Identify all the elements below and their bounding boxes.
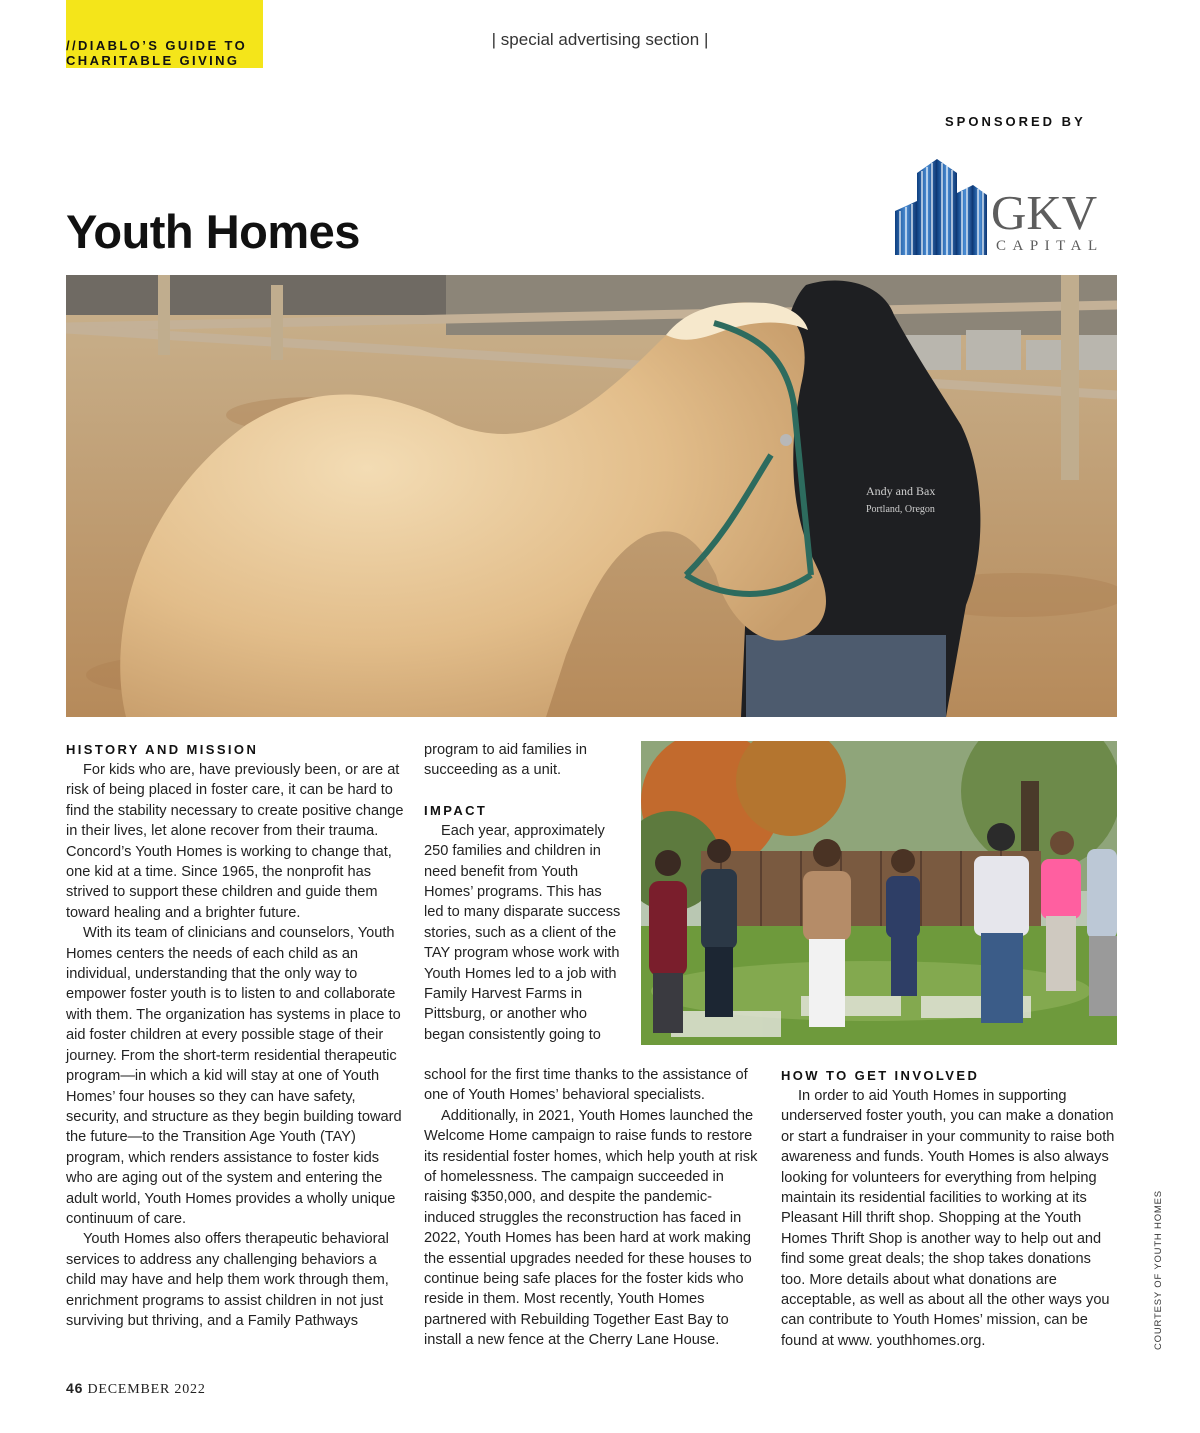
column-impact-top <box>424 740 624 1045</box>
sponsor-logo <box>895 143 1117 258</box>
impact-paragraph-1-narrow: Each year, approximately 250 families and children in need benefit from Youth Homes’ programs. This has led to many disparate success stories, such as a client of the TAY program whose work with Youth Homes led to a job with Family Harvest Farms in Pittsburg, or another who began consistently going to <box>424 822 621 1043</box>
article-title: Youth Homes <box>66 205 360 258</box>
column-impact-bottom <box>424 1065 759 1351</box>
outdoor-group-yoga-photo <box>641 741 1117 1045</box>
history-paragraph-3: Youth Homes also offers therapeutic behavioral services to address any challenging behaviors a child may have and help them work through them, enrichment programs to assist children in not just surviving but thriving, and a Family Pathways <box>66 1231 389 1329</box>
section-heading-history: HISTORY AND MISSION <box>66 742 259 757</box>
section-heading-get-involved: HOW TO GET INVOLVED <box>781 1068 980 1083</box>
page-number: 46 <box>66 1380 84 1396</box>
skyscraper-logo-icon <box>895 143 1117 258</box>
impact-paragraph-1-wide: school for the first time thanks to the assistance of one of Youth Homes’ behavioral specialists. <box>424 1067 748 1104</box>
svg-text:CAPITAL: CAPITAL <box>996 238 1104 254</box>
page-footer <box>66 1380 206 1398</box>
special-advertising-label: | special advertising section | <box>491 30 709 49</box>
involved-paragraph-1: In order to aid Youth Homes in supporting underserved foster youth, you can make a donation or start a fundraiser in your community to raise both awareness and funds. Youth Homes is also always looking for volunteers for everything from helping maintain its residential facilities to working at its Pleasant Hill thrift shop. Shopping at the Youth Homes Thrift Shop is another way to help out and find some great deals; the shop takes donations too. More details about what donations are acceptable, as well as about all the other ways you can contribute to Youth Homes’ mission, can be found at www. youthhomes.org. <box>781 1088 1115 1349</box>
issue-date: DECEMBER 2022 <box>87 1382 206 1397</box>
photo-credit: COURTESY OF YOUTH HOMES <box>1153 1190 1164 1350</box>
svg-text:GKV: GKV <box>991 185 1098 240</box>
section-tag-line-1: //DIABLO’S GUIDE TO <box>66 38 248 53</box>
history-paragraph-2: With its team of clinicians and counselors, Youth Homes centers the needs of each child as an individual, understanding that the only way to empower foster youth is to listen to and collaborate with them. The organization has systems in place to aid foster children at every possible stage of their journey. From the short-term residential therapeutic program—in which a kid will stay at one of Youth Homes’ four houses so they can have safety, security, and structure as they begin building toward the future—to the Transition Age Youth (TAY) program, which renders assistance to foster kids who are aging out of the system and entering the adult world, Youth Homes provides a wholly unique continuum of care. <box>66 925 402 1227</box>
history-paragraph-1: For kids who are, have previously been, or are at risk of being placed in foster care, it can be hard to find the stability necessary to create positive change in their lives, let alone recover from their trauma. Concord’s Youth Homes is working to change that, one kid at a time. Since 1965, the nonprofit has strived to support these children and guide them toward healing and a brighter future. <box>66 762 404 921</box>
section-heading-impact: IMPACT <box>424 802 488 818</box>
svg-text:Portland, Oregon: Portland, Oregon <box>866 504 935 515</box>
main-photo <box>66 275 1117 717</box>
secondary-photo <box>641 741 1117 1045</box>
column-history <box>66 740 406 1331</box>
svg-text:Andy and Bax: Andy and Bax <box>866 484 936 498</box>
sponsored-by-label: SPONSORED BY <box>945 114 1086 129</box>
horse-and-youth-photo <box>66 275 1117 717</box>
history-paragraph-3-continued: program to aid families in succeeding as a unit. <box>424 742 588 779</box>
impact-paragraph-2: Additionally, in 2021, Youth Homes launched the Welcome Home campaign to raise funds to restore its residential foster homes, which help youth at risk of homelessness. The campaign succeeded in raising $350,000, and despite the pandemic-induced struggles the reconstruction has faced in 2022, Youth Homes has been hard at work making the essential upgrades needed for these houses to continue being safe places for the foster kids who reside in them. Most recently, Youth Homes partnered with Rebuilding Together East Bay to install a new fence at the Cherry Lane House. <box>424 1107 758 1349</box>
column-get-involved <box>781 1066 1117 1351</box>
section-tag-line-2: CHARITABLE GIVING <box>66 53 240 68</box>
